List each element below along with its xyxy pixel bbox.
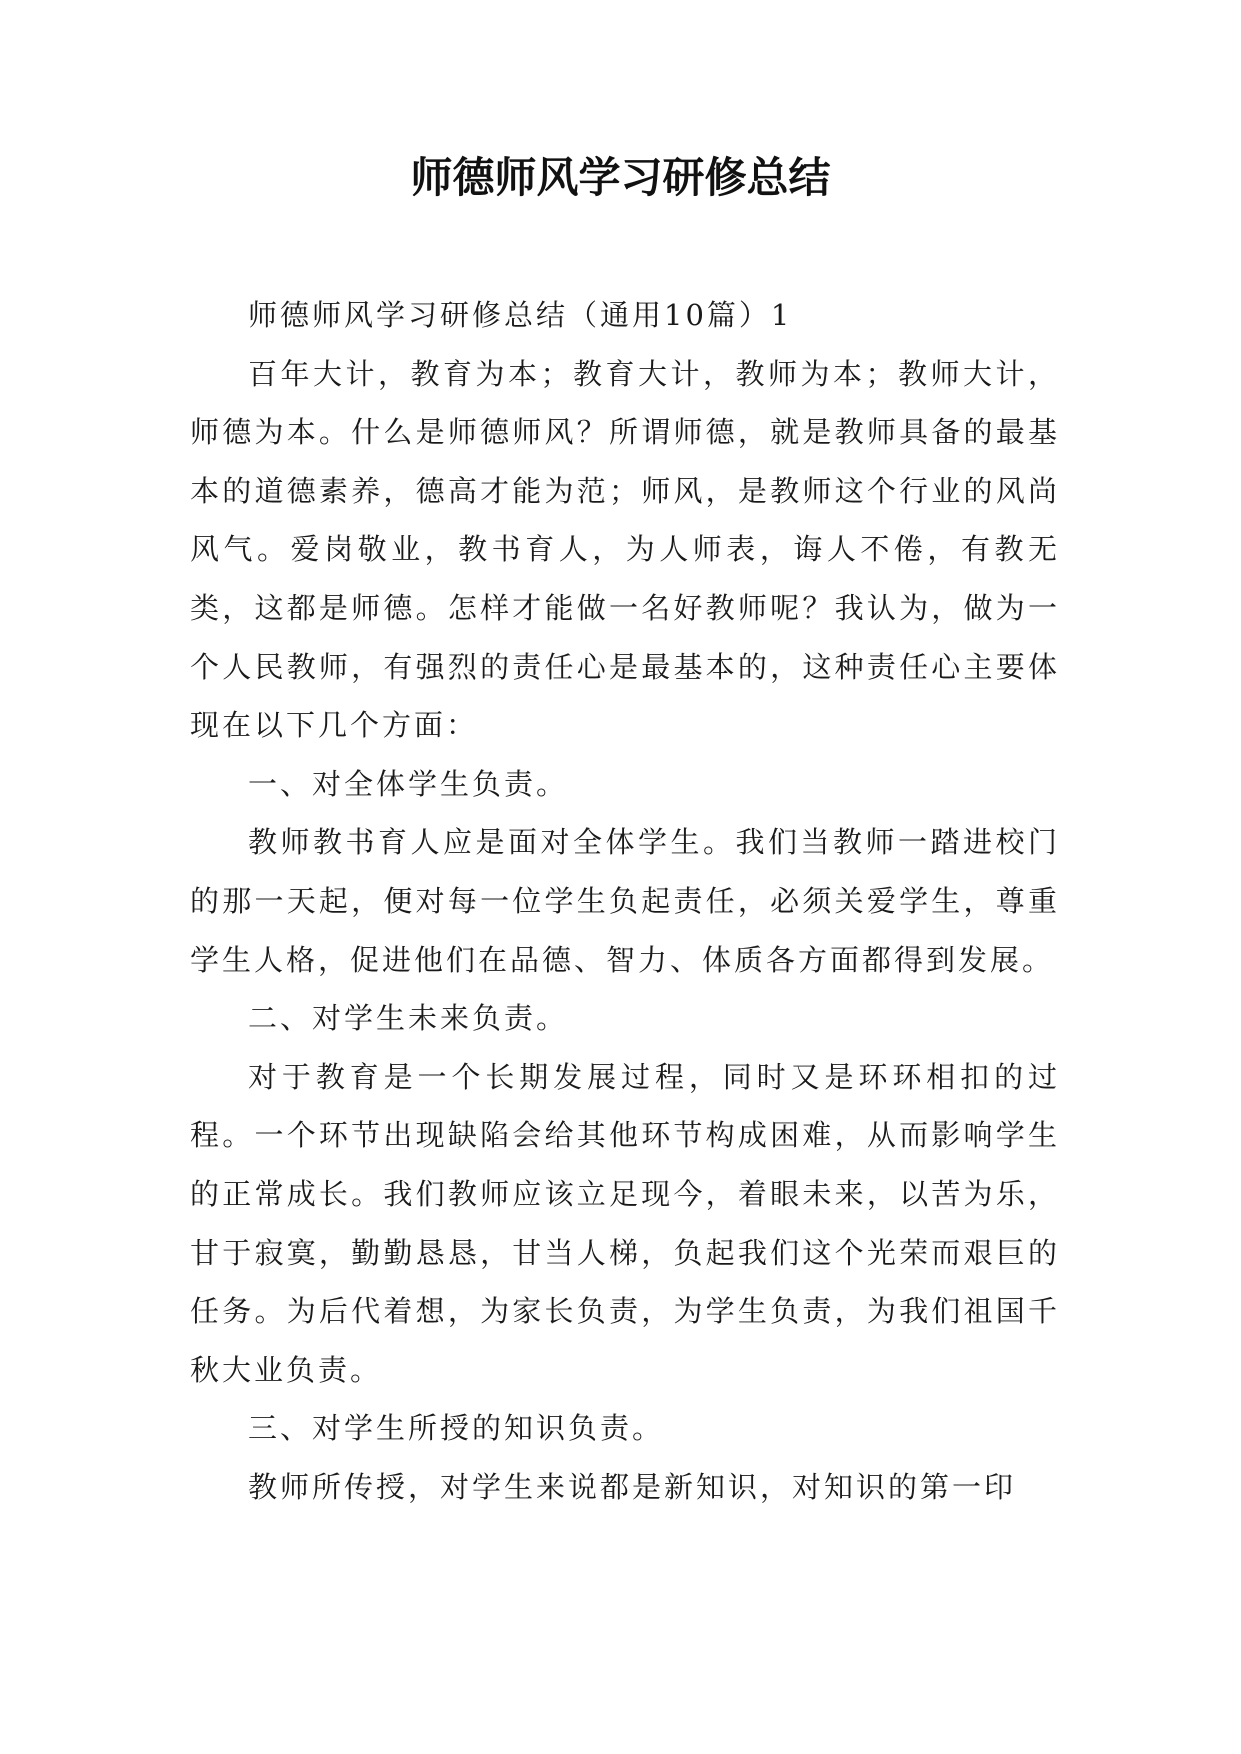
document-body [190,286,1060,1516]
section-heading-1: 一、对全体学生负责。 [248,766,569,801]
section-heading-2: 二、对学生未来负责。 [248,1001,569,1036]
paragraph-section-3: 教师所传授，对学生来说都是新知识，对知识的第一印 [248,1469,1017,1504]
section-heading-3: 三、对学生所授的知识负责。 [248,1411,665,1446]
document-title: 师德师风学习研修总结 [410,153,831,202]
paragraph-intro: 百年大计，教育为本；教育大计，教师为本；教师大计，师德为本。什么是师德师风？所谓师德，就是教师具备的最基本的道德素养，德高才能为范；师风，是教师这个行业的风尚风气。爱岗敬业，教书育人，为人师表，诲人不倦，有教无类，这都是师德。怎样才能做一名好教师呢？我认为，做为一个人民教师，有强烈的责任心是最基本的，这种责任心主要体现在以下几个方面： [190,356,1060,743]
paragraph-subtitle: 师德师风学习研修总结（通用10篇）1 [248,298,793,332]
paragraph-section-1: 教师教书育人应是面对全体学生。我们当教师一踏进校门的那一天起，便对每一位学生负起责任，必须关爱学生，尊重学生人格，促进他们在品德、智力、体质各方面都得到发展。 [190,825,1060,977]
paragraph-section-2: 对于教育是一个长期发展过程，同时又是环环相扣的过程。一个环节出现缺陷会给其他环节构成困难，从而影响学生的正常成长。我们教师应该立足现今，着眼未来，以苦为乐，甘于寂寞，勤勤恳恳，甘当人梯，负起我们这个光荣而艰巨的任务。为后代着想，为家长负责，为学生负责，为我们祖国千秋大业负责。 [190,1059,1060,1387]
